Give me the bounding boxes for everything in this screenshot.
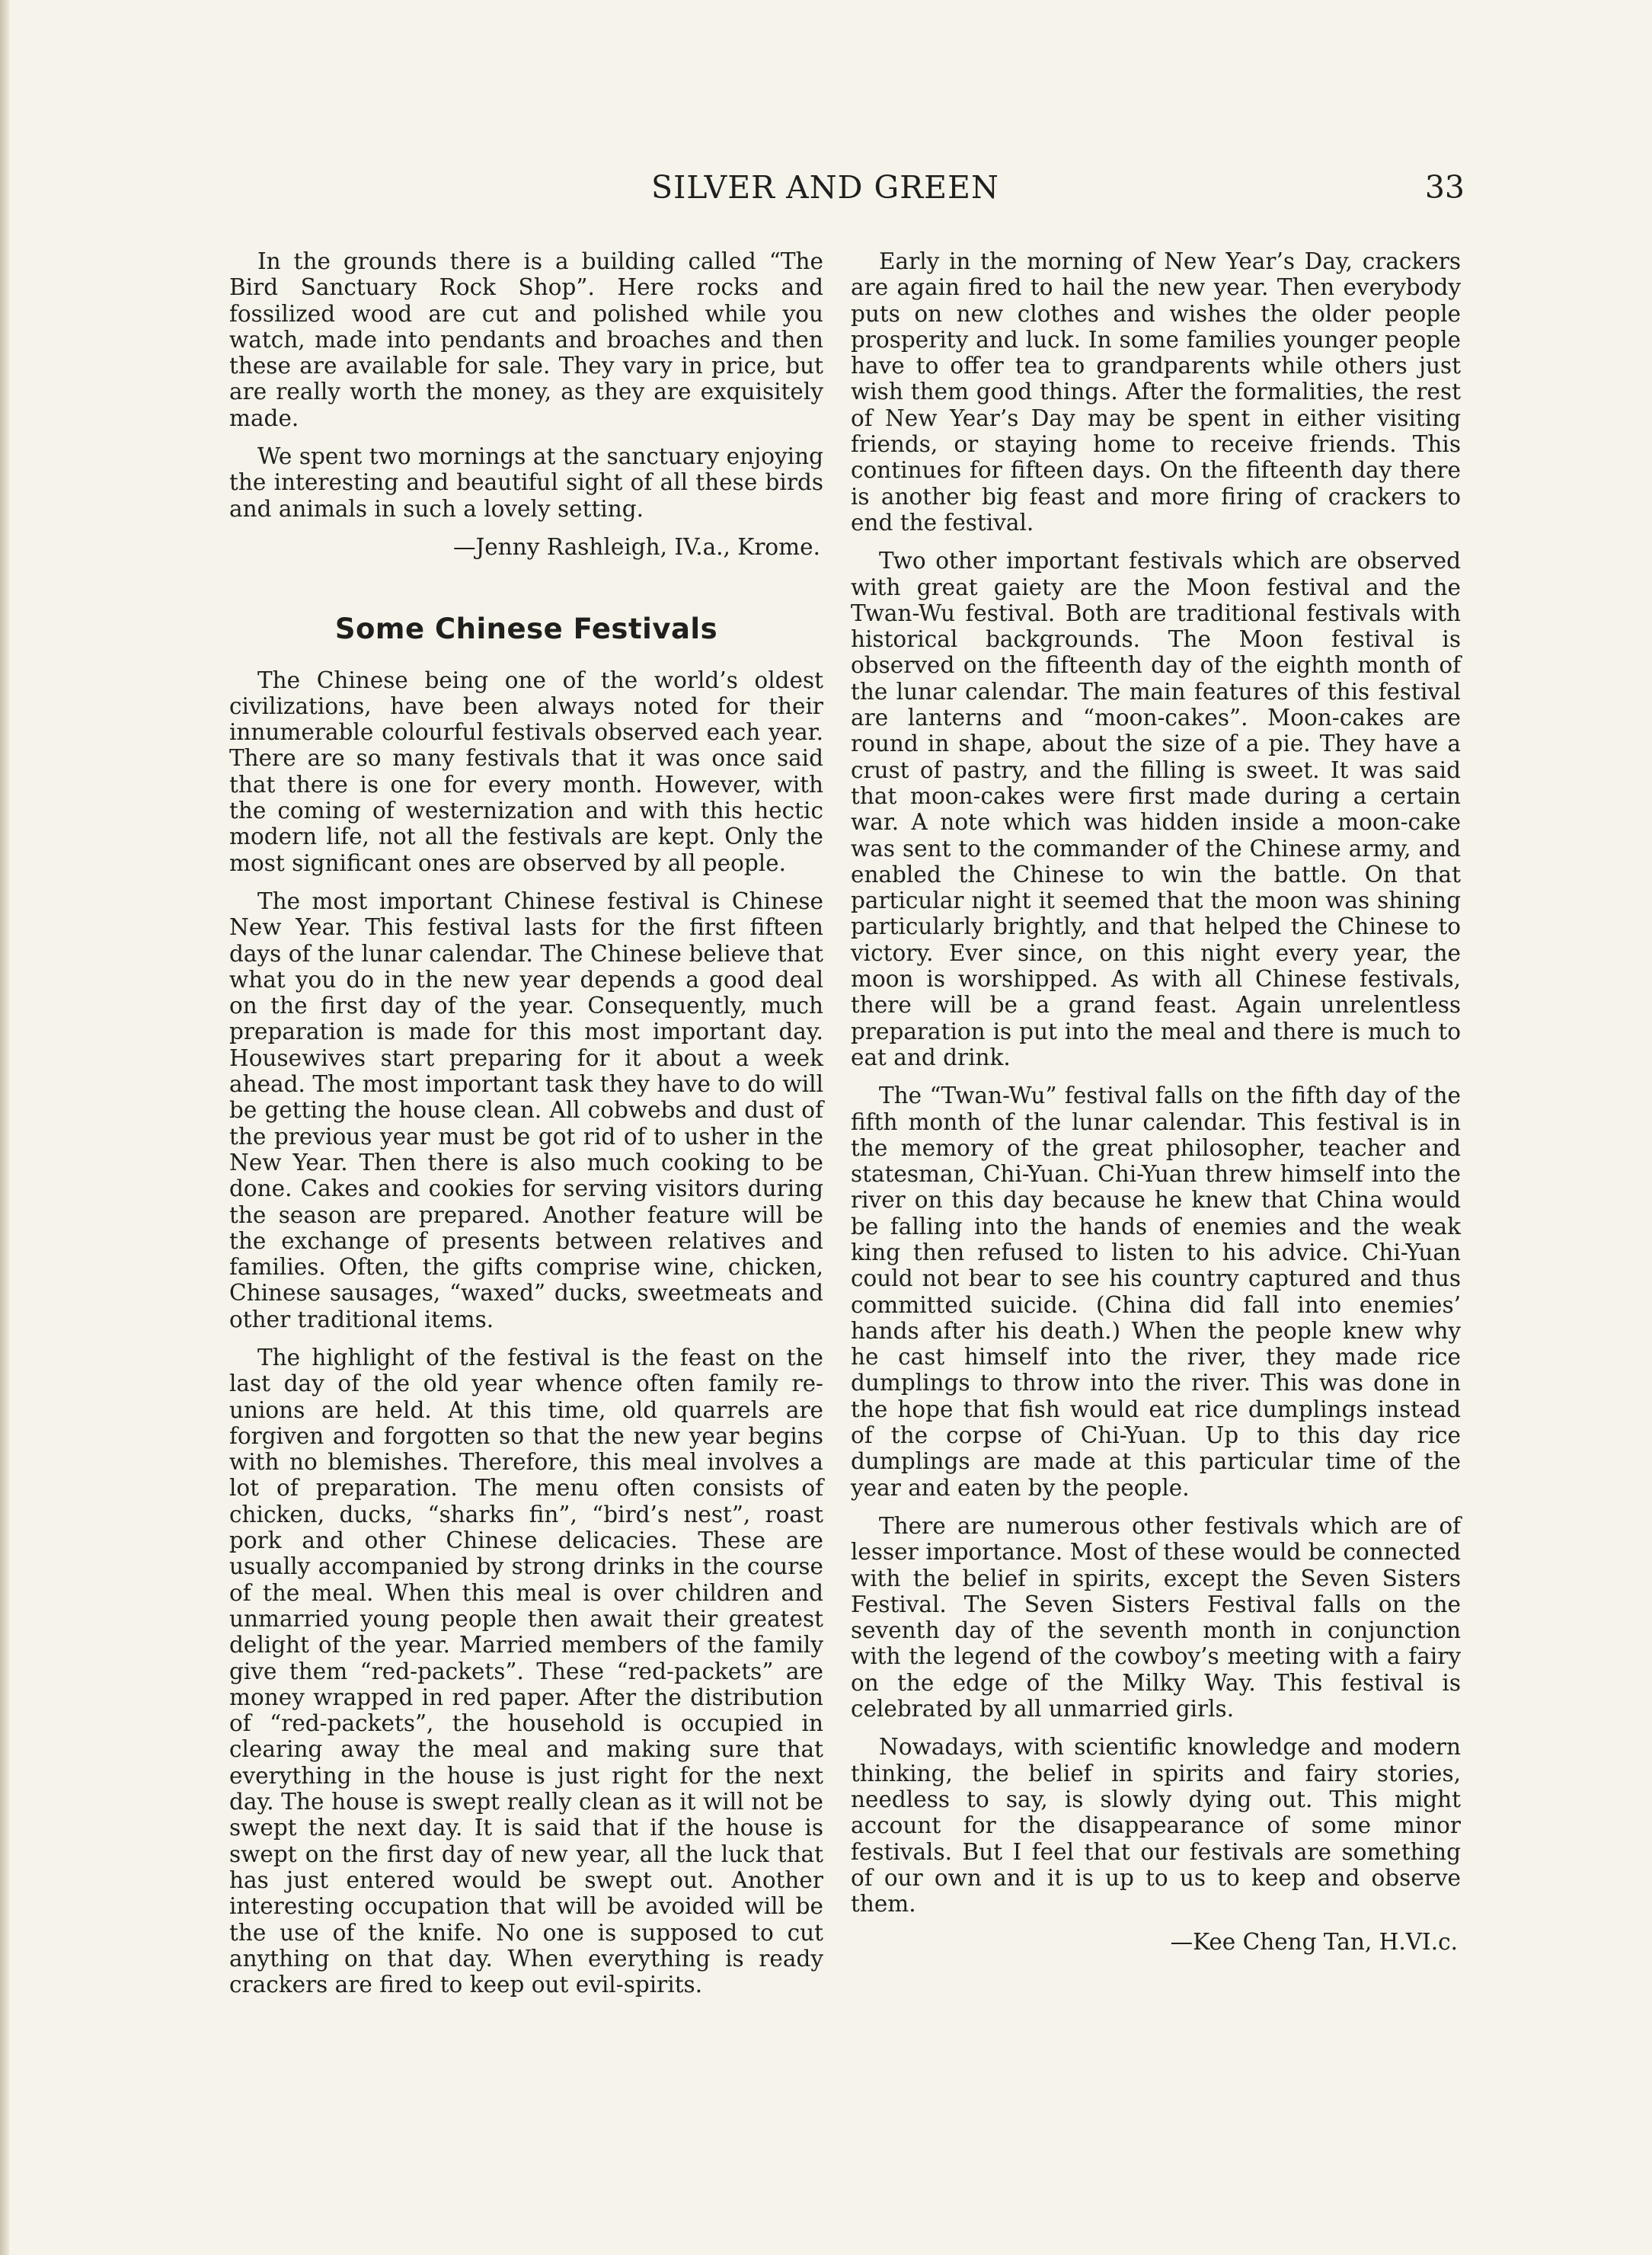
feast-paragraph: The highlight of the festival is the feast on the last day of the old year whence often family re-unions are held. At this time, old quarrels are forgiven and forgotten so that the new year begins with no blemishes. Therefore, this meal involves a lot of preparation. The menu often consists of chicken, ducks, “sharks fin”, “bird’s nest”, roast pork and other Chinese delicacies. These are usually accompanied by strong drinks in the course of the meal. When this meal is over children and unmarried young people then await their greatest delight of the year. Married members of the family give them “red-packets”. These “red-packets” are money wrapped in red paper. After the distribution of “red-packets”, the household is occupied in clearing away the meal and making sure that everything in the house is just right for the next day. The house is swept really clean as it will not be swept the next day. It is said that if the house is swept on the first day of new year, all the luck that has just entered would be swept out. Another interesting occupation that will be avoided will be the use of the knife. No one is supposed to cut anything on that day. When everything is ready crackers are fired to keep out evil-spirits.	[229, 1344, 823, 1998]
sanctuary-paragraph-1: In the grounds there is a building called “The Bird Sanctuary Rock Shop”. Here rocks and fossilized wood are cut and polished while you watch, made into pendants and broaches and then these are available for sale. They vary in price, but are really worth the money, as they are exquisitely made.	[229, 248, 823, 431]
page-number: 33	[1424, 169, 1465, 206]
left-column	[229, 248, 823, 2010]
seven-sisters-paragraph: There are numerous other festivals which are of lesser importance. Most of these would be connected with the belief in spirits, except the Seven Sisters Festival. The Seven Sisters Festival falls on the seventh day of the seventh month in conjunction with the legend of the cowboy’s meeting with a fairy on the edge of the Milky Way. This festival is celebrated by all unmarried girls.	[851, 1512, 1461, 1722]
sanctuary-paragraph-2: We spent two mornings at the sanctuary enjoying the interesting and beautiful sight of all these birds and animals in such a lovely setting.	[229, 443, 823, 522]
new-year-paragraph: The most important Chinese festival is Chinese New Year. This festival lasts for the first fifteen days of the lunar calendar. The Chinese believe that what you do in the new year depends a good deal on the first day of the year. Consequently, much preparation is made for this most important day. Housewives start preparing for it about a week ahead. The most important task they have to do will be getting the house clean. All cobwebs and dust of the previous year must be got rid of to usher in the New Year. Then there is also much cooking to be done. Cakes and cookies for serving visitors during the season are prepared. Another feature will be the exchange of presents between relatives and families. Often, the gifts comprise wine, chicken, Chinese sausages, “waxed” ducks, sweetmeats and other traditional items.	[229, 888, 823, 1332]
author-signature-rashleigh: —Jenny Rashleigh, IV.a., Krome.	[452, 533, 820, 560]
right-column	[851, 248, 1461, 1956]
festivals-intro-paragraph: The Chinese being one of the world’s oldest civilizations, have been always noted for their innumerable colourful festivals observed each year. There are so many festivals that it was once said that there is one for every month. However, with the coming of westernization and with this hectic modern life, not all the festivals are kept. Only the most significant ones are observed by all people.	[229, 667, 823, 876]
article-heading: Some Chinese Festivals	[334, 613, 718, 646]
running-head-title: SILVER AND GREEN	[651, 169, 999, 206]
conclusion-paragraph: Nowadays, with scientific knowledge and modern thinking, the belief in spirits and fairy stories, needless to say, is slowly dying out. This might account for the disappearance of some minor festivals. But I feel that our festivals are something of our own and it is up to us to keep and observe them.	[851, 1734, 1461, 1918]
author-signature-tan: —Kee Cheng Tan, H.VI.c.	[1170, 1929, 1458, 1956]
new-year-day-paragraph: Early in the morning of New Year’s Day, crackers are again fired to hail the new year. Then everybody puts on new clothes and wishes the older people prosperity and luck. In some families younger people have to offer tea to grandparents while others just wish them good things. After the formalities, the rest of New Year’s Day may be spent in either visiting friends, or staying home to receive friends. This continues for fifteen days. On the fifteenth day there is another big feast and more firing of crackers to end the festival.	[851, 248, 1461, 536]
moon-festival-paragraph: Two other important festivals which are observed with great gaiety are the Moon festival and the Twan-Wu festival. Both are traditional festivals with historical backgrounds. The Moon festival is observed on the fifteenth day of the eighth month of the lunar calendar. The main features of this festival are lanterns and “moon-cakes”. Moon-cakes are round in shape, about the size of a pie. They have a crust of pastry, and the filling is sweet. It was said that moon-cakes were first made during a certain war. A note which was hidden inside a moon-cake was sent to the commander of the Chinese army, and enabled the Chinese to win the battle. On that particular night it seemed that the moon was shining particularly brightly, and that helped the Chinese to victory. Ever since, on this night every year, the moon is worshipped. As with all Chinese festivals, there will be a grand feast. Again unrelentless preparation is put into the meal and there is much to eat and drink.	[851, 548, 1461, 1070]
twan-wu-paragraph: The “Twan-Wu” festival falls on the fifth day of the fifth month of the lunar calendar. This festival is in the memory of the great philosopher, teacher and statesman, Chi-Yuan. Chi-Yuan threw himself into the river on this day because he knew that China would be falling into the hands of enemies and the weak king then refused to listen to his advice. Chi-Yuan could not bear to see his country captured and thus committed suicide. (China did fall into enemies’ hands after his death.) When the people knew why he cast himself into the river, they made rice dumplings to throw into the river. This was done in the hope that fish would eat rice dumplings instead of the corpse of Chi-Yuan. Up to this day rice dumplings are made at this particular time of the year and eaten by the people.	[851, 1083, 1461, 1501]
